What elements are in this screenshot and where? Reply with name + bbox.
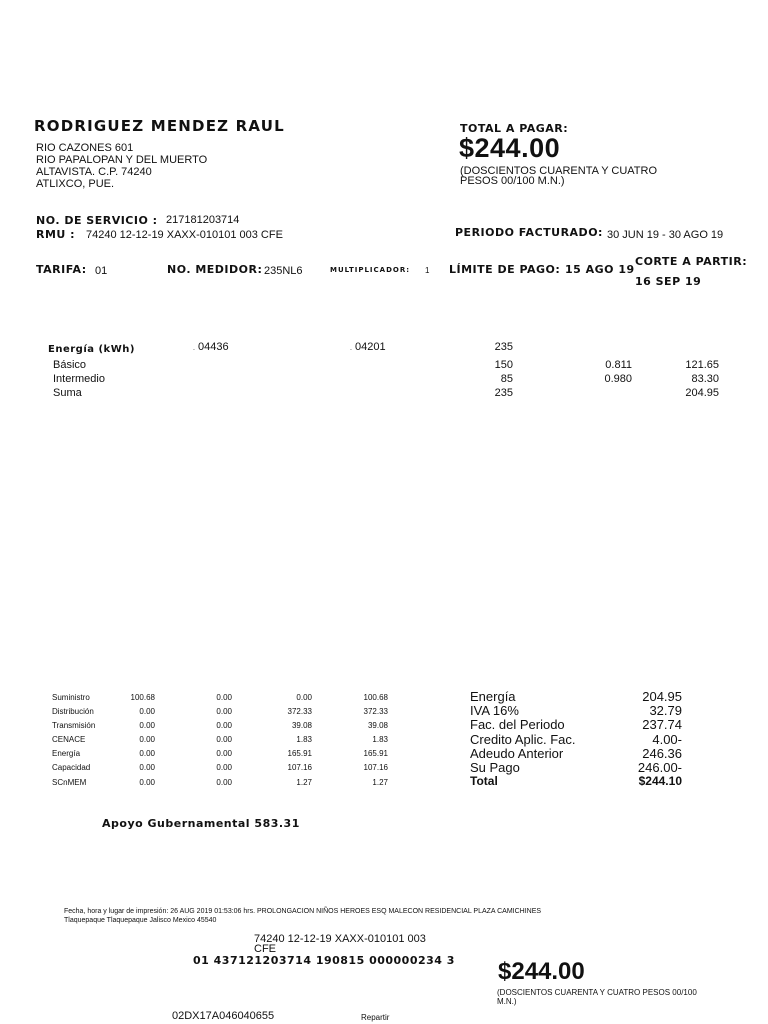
corte-value: 16 SEP 19 [635,275,702,288]
cost-value: 0.00 [139,721,155,730]
apoyo-gubernamental: Apoyo Gubernamental 583.31 [102,817,300,830]
cost-value: 39.08 [291,721,312,730]
reading-current: . 04201 [350,341,386,353]
customer-address [36,142,207,190]
summary-value: 246.00- [637,760,682,775]
summary-name: Total [470,774,498,788]
periodo-label: PERIODO FACTURADO: [455,226,603,239]
cost-value: 0.00 [216,721,232,730]
cost-value: 100.68 [130,693,155,702]
total-words-line: (DOSCIENTOS CUARENTA Y CUATRO [460,165,658,177]
print-info-line: Tlaquepaque Tlaquepaque Jalisco Mexico 45540 [64,917,217,924]
corte-label: CORTE A PARTIR: [635,255,748,268]
cost-value: 1.27 [372,778,388,787]
rmu-value: 74240 12-12-19 XAXX-010101 003 CFE [86,229,283,241]
energy-label: Energía (kWh) [48,344,135,355]
cost-row [0,778,420,792]
summary-row [470,689,682,703]
summary-row [470,760,682,774]
cost-value: 1.83 [372,735,388,744]
energy-row-amount: 121.65 [685,359,719,371]
summary-row [470,746,682,760]
summary-name: Su Pago [470,760,520,775]
summary-row [470,732,682,746]
energy-row-price: 0.811 [605,359,632,371]
barcode-number: 01 437121203714 190815 000000234 3 [193,954,455,967]
summary-value: 4.00- [652,732,682,747]
summary-value: 246.36 [642,746,682,761]
limite-value: 15 AGO 19 [565,263,635,276]
cost-name: SCnMEM [52,778,87,787]
periodo-value: 30 JUN 19 - 30 AGO 19 [607,229,724,241]
cost-value: 1.27 [296,778,312,787]
total-kwh: 235 [494,341,513,353]
summary-name: Adeudo Anterior [470,746,564,761]
energy-row-kwh: 150 [494,359,513,371]
summary-value: 32.79 [649,703,682,718]
cost-row [0,735,420,749]
stub-amount-words [497,988,697,1006]
summary-row [470,717,682,731]
cost-value: 372.33 [363,707,388,716]
cost-value: 107.16 [363,763,388,772]
cost-value: 100.68 [363,693,388,702]
cost-value: 0.00 [139,749,155,758]
cost-value: 0.00 [139,707,155,716]
cost-value: 0.00 [216,707,232,716]
cost-name: Distribución [52,707,94,716]
limite-label: LÍMITE DE PAGO: [449,263,561,276]
reading-previous-value: 04436 [198,341,229,353]
summary-row [470,703,682,717]
energy-row-name: Básico [53,359,87,371]
cost-value: 0.00 [216,749,232,758]
reading-current-value: 04201 [355,341,386,353]
energy-row [0,373,768,387]
cost-value: 165.91 [287,749,312,758]
stub-rmu [254,934,426,954]
rmu-label: RMU : [36,228,76,241]
stub-rmu-line: CFE [254,943,276,955]
tarifa-value: 01 [95,265,108,277]
medidor-label: NO. MEDIDOR: [167,263,263,276]
total-label: TOTAL A PAGAR: [460,122,569,135]
address-line: ATLIXCO, PUE. [36,178,115,190]
customer-name: RODRIGUEZ MENDEZ RAUL [34,117,285,135]
cost-value: 372.33 [287,707,312,716]
energy-row-amount: 83.30 [691,373,719,385]
address-line: RIO CAZONES 601 [36,142,134,154]
cost-value: 0.00 [139,763,155,772]
energy-row-name: Intermedio [53,373,105,385]
cost-value: 0.00 [139,778,155,787]
energy-row [0,387,768,401]
cost-name: CENACE [52,735,86,744]
cost-row [0,763,420,777]
multiplicador-label: MULTIPLICADOR: [330,266,411,274]
stub-rmu-line: 74240 12-12-19 XAXX-010101 003 [254,933,426,945]
tarifa-label: TARIFA: [36,263,87,276]
energy-row-kwh: 85 [500,373,513,385]
cost-row [0,707,420,721]
energy-row-name: Suma [53,387,82,399]
cost-value: 0.00 [216,763,232,772]
multiplicador-value: 1 [425,266,430,275]
repartir-label: Repartir [361,1013,390,1022]
stub-code: 02DX17A046040655 [172,1010,275,1022]
summary-value: 204.95 [642,689,682,704]
cost-name: Capacidad [52,763,91,772]
cost-value: 0.00 [216,735,232,744]
reading-previous: . 04436 [193,341,229,353]
energy-row [0,359,768,373]
cost-row [0,693,420,707]
cost-value: 1.83 [296,735,312,744]
print-info [64,907,541,925]
cost-name: Transmisión [52,721,96,730]
summary-name: Energía [470,689,516,704]
energy-row-price: 0.980 [604,373,632,385]
cost-name: Suministro [52,693,90,702]
stub-amount: $244.00 [498,958,585,985]
service-number-value: 217181203714 [166,214,240,226]
cost-row [0,721,420,735]
cost-value: 0.00 [216,693,232,702]
cost-row [0,749,420,763]
summary-total-row [470,774,682,788]
total-words [460,166,657,186]
energy-row-amount: 204.95 [685,387,719,399]
summary-name: Fac. del Periodo [470,717,565,732]
cost-name: Energía [52,749,81,758]
cost-value: 165.91 [363,749,388,758]
summary-name: Credito Aplic. Fac. [470,732,576,747]
stub-words-line: M.N.) [497,997,517,1006]
summary-value: 237.74 [642,717,682,732]
print-info-line: Fecha, hora y lugar de impresión: 26 AUG 2019 01:53:06 hrs. PROLONGACION NIÑOS HEROES ESQ MALECON RESIDENCIAL PLAZA CAMICHINES [64,908,542,915]
stub-words-line: (DOSCIENTOS CUARENTA Y CUATRO PESOS 00/100 [497,988,697,997]
cost-value: 0.00 [139,735,155,744]
summary-value: $244.10 [638,774,682,788]
cost-value: 0.00 [216,778,232,787]
total-amount: $244.00 [459,133,561,163]
total-words-line: PESOS 00/100 M.N.) [460,175,565,187]
medidor-value: 235NL6 [264,265,303,277]
service-number-label: NO. DE SERVICIO : [36,214,158,227]
address-line: RIO PAPALOPAN Y DEL MUERTO [36,154,208,166]
cost-value: 107.16 [287,763,312,772]
address-line: ALTAVISTA. C.P. 74240 [36,166,152,178]
energy-row-kwh: 235 [494,387,513,399]
cost-value: 0.00 [296,693,312,702]
cost-value: 39.08 [367,721,388,730]
summary-name: IVA 16% [470,703,519,718]
